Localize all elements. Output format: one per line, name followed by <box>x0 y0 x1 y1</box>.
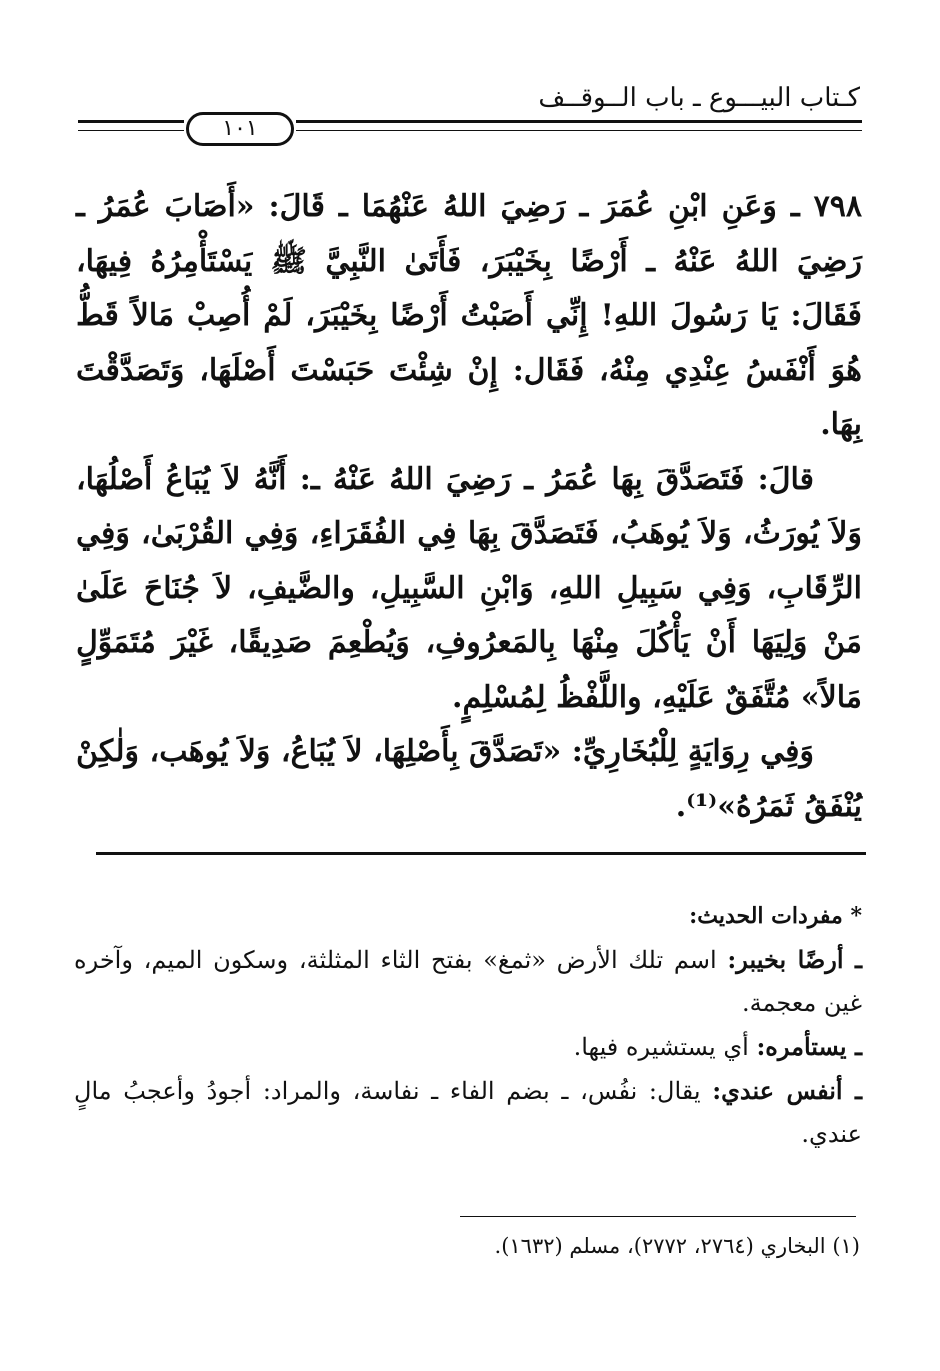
vocabulary-definition: اسم تلك الأرض «ثمغ» بفتح الثاء المثلثة، وسكون الميم، وآخره غين معجمة. <box>74 946 862 1017</box>
section-separator <box>96 852 866 855</box>
vocabulary-term: ـ أنفس عندي: <box>712 1076 862 1105</box>
page-number: ١٠١ <box>186 112 294 146</box>
header-rule-right-thin <box>296 130 862 131</box>
header-rule <box>78 112 862 148</box>
header-rule-right-thick <box>296 120 862 123</box>
vocabulary-section <box>74 895 862 1156</box>
hadith-paragraph-3: وَفِي رِوَايَةٍ لِلْبُخَارِيِّ: «تَصَدَّقَ بِأَصْلِهَا، لاَ يُبَاعُ، وَلاَ يُوهَب، وَلٰكِنْ يُنْفَقُ ثَمَرُهُ»⁽¹⁾. <box>76 734 862 824</box>
vocabulary-item <box>74 1069 862 1156</box>
footnote-rule <box>460 1216 856 1217</box>
header-rule-left-thin <box>78 130 184 131</box>
vocabulary-term: ـ يستأمره: <box>756 1032 862 1061</box>
vocabulary-item <box>74 1025 862 1069</box>
vocabulary-definition: أي يستشيره فيها. <box>573 1033 749 1061</box>
hadith-number-dash: ـ <box>790 189 800 224</box>
hadith-text <box>76 180 862 834</box>
hadith-paragraph-1-text: وَعَنِ ابْنِ عُمَرَ ـ رَضِيَ اللهُ عَنْهُمَا ـ قَالَ: «أَصَابَ عُمَرُ ـ رَضِيَ اللهُ عَنْهُ ـ أَرْضًا بِخَيْبَرَ، فَأَتَىٰ النَّبِيَّ ﷺ يَسْتَأْمِرُهُ فِيهَا، فَقَالَ: يَا رَسُولَ اللهِ! إِنِّي أَصَبْتُ أَرْضًا بِخَيْبَرَ، لَمْ أُصِبْ مَالاً قَطُّ هُوَ أَنْفَسُ عِنْدِي مِنْهُ، فَقَال: إِنْ شِئْتَ حَبَسْتَ أَصْلَهَا، وَتَصَدَّقْتَ بِهَا. <box>76 189 862 442</box>
vocabulary-term: ـ أرضًا بخيبر: <box>727 945 862 974</box>
vocabulary-heading: * مفردات الحديث: <box>689 903 862 929</box>
vocabulary-item <box>74 938 862 1025</box>
header-rule-left-thick <box>78 120 184 123</box>
vocabulary-definition: يقال: نفُس، ـ بضم الفاء ـ نفاسة، والمراد: أجودُ وأعجبُ مالٍ عندي. <box>74 1077 862 1148</box>
hadith-number: ٧٩٨ <box>813 189 862 224</box>
running-header: كـتاب البيـــوع ـ باب الــوقــف <box>538 83 860 113</box>
hadith-paragraph-2: قالَ: فَتَصَدَّقَ بِهَا عُمَرُ ـ رَضِيَ اللهُ عَنْهُ ـ: أَنَّهُ لاَ يُبَاعُ أَصْلُهَا، وَلاَ يُورَثُ، وَلاَ يُوهَبُ، فَتَصَدَّقَ بِهَا فِي الفُقَرَاءِ، وَفِي القُرْبَىٰ، وَفِي الرِّقَابِ، وَفِي سَبِيلِ اللهِ، وَابْنِ السَّبِيلِ، والضَّيفِ، لاَ جُنَاحَ عَلَىٰ مَنْ وَلِيَهَا أَنْ يَأْكُلَ مِنْهَا بِالمَعرُوفِ، وَيُطْعِمَ صَدِيقًا، غَيْرَ مُتَمَوِّلٍ مَالاً» مُتَّفَقٌ عَلَيْهِ، واللَّفْظُ لِمُسْلِمٍ. <box>76 461 862 715</box>
hadith-paragraph-1 <box>76 180 862 453</box>
footnote: (١) البخاري (٢٧٦٤، ٢٧٧٢)، مسلم (١٦٣٢). <box>494 1234 860 1258</box>
